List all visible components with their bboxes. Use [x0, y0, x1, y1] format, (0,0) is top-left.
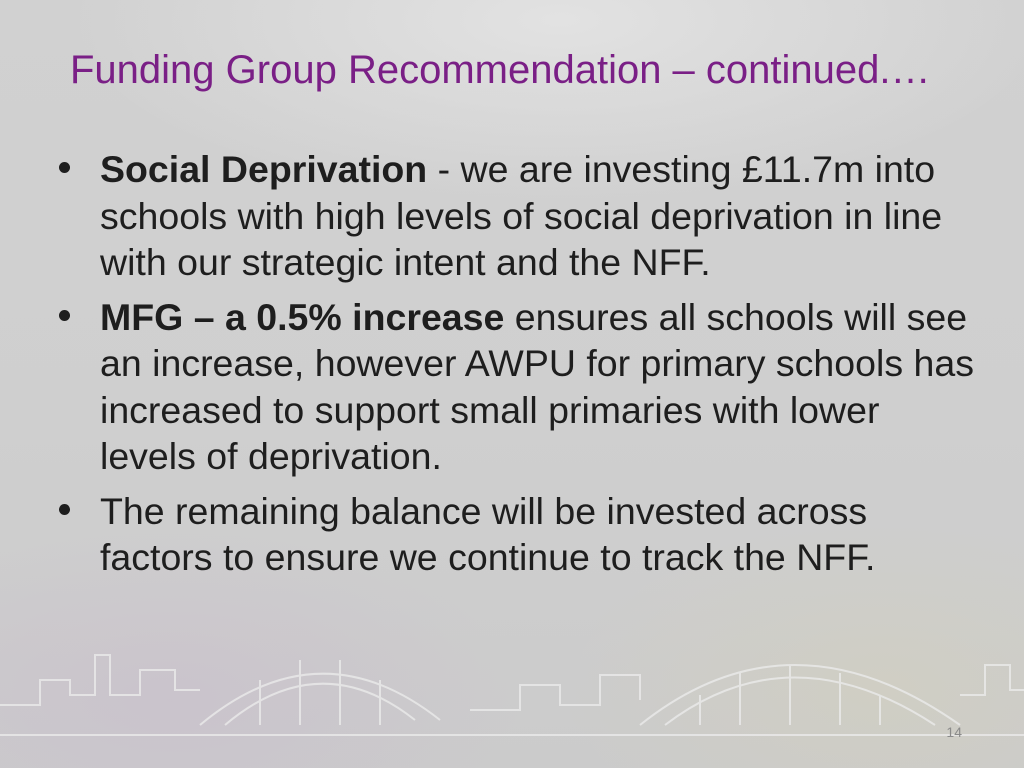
bullet-text: ensures all schools will see an increase, however AWPU for primary schools has increased to support small primaries with lower levels of deprivation. — [100, 295, 974, 477]
bullet-icon — [59, 310, 70, 321]
page-number: 14 — [946, 724, 962, 740]
bullet-heading: Social Deprivation — [100, 148, 428, 190]
bullet-item-remaining-balance — [56, 488, 976, 581]
city-skyline-watermark — [0, 585, 1024, 768]
bullet-text: The remaining balance will be invested across factors to ensure we continue to track the NFF. — [100, 489, 876, 578]
bullet-item-social-deprivation — [56, 146, 976, 286]
bullet-item-mfg — [56, 294, 976, 480]
bullet-heading: MFG – a 0.5% increase — [100, 295, 505, 338]
bullet-icon — [59, 162, 70, 173]
slide-title: Funding Group Recommendation – continued.… — [70, 48, 931, 92]
bullet-icon — [59, 504, 70, 515]
bullet-text: - we are investing £11.7m into schools with high levels of social deprivation in line with our strategic intent and the NFF. — [100, 148, 943, 283]
bullet-list — [56, 146, 976, 589]
